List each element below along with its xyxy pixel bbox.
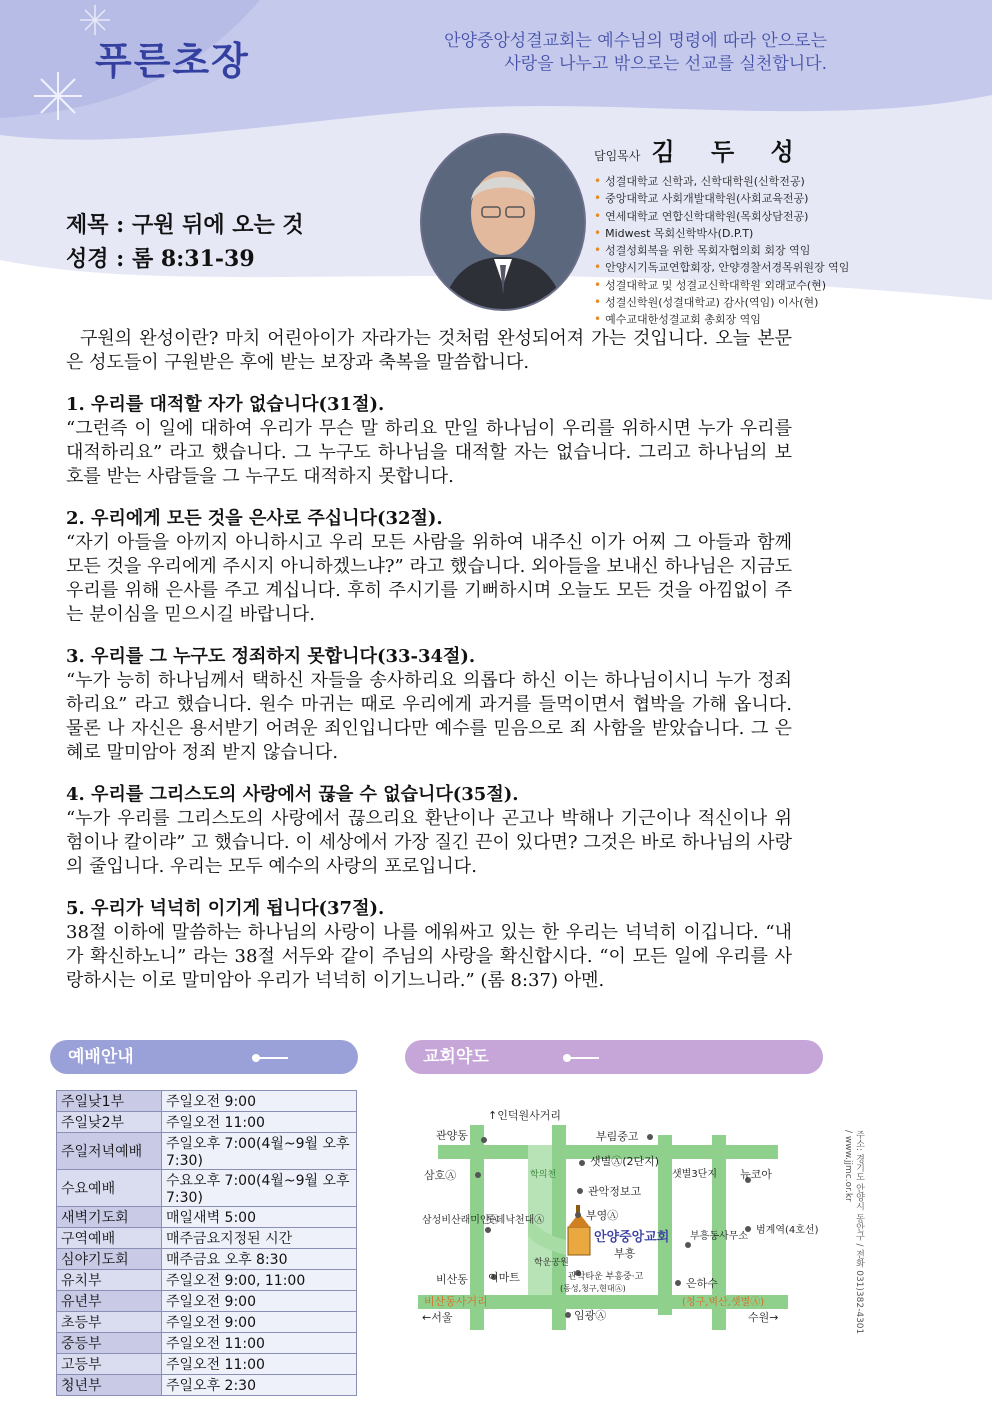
snowflake-icon: [34, 72, 82, 120]
credential-item: • 중앙대학교 사회개발대학원(사회교육전공): [594, 190, 849, 207]
worship-service-time: 수요오후 7:00(4월~9월 오후7:30): [162, 1170, 357, 1207]
worship-row: [57, 1333, 357, 1354]
worship-service-time: 주일오후 7:00(4월~9월 오후7:30): [162, 1133, 357, 1170]
point-heading: 5. 우리가 넉넉히 이기게 됩니다(37절).: [66, 898, 385, 919]
brand-title: 푸른초장: [95, 39, 250, 83]
worship-service-time: 주일오전 11:00: [162, 1354, 357, 1375]
worship-row: [57, 1270, 357, 1291]
sermon-point: [66, 507, 792, 627]
map-label: 샛별Ⓐ(2단지): [590, 1155, 660, 1168]
worship-row: [57, 1228, 357, 1249]
map-label: ↑인덕원사거리: [488, 1109, 561, 1122]
church-location-map: [418, 1105, 828, 1335]
worship-row: [57, 1091, 357, 1112]
map-label: 삼성비산래미안Ⓐ: [422, 1215, 500, 1226]
sermon-point: [66, 393, 792, 489]
worship-row: [57, 1170, 357, 1207]
worship-service-name: 주일낮2부: [57, 1112, 162, 1133]
worship-service-time: 주일오전 9:00: [162, 1291, 357, 1312]
worship-row: [57, 1291, 357, 1312]
pastor-portrait-icon: [422, 135, 584, 309]
motto-line: 안양중앙성결교회는 예수님의 명령에 따라 안으로는: [444, 31, 827, 51]
map-label: 부영Ⓐ: [586, 1209, 619, 1222]
map-label: 부흥동사무소: [690, 1231, 748, 1242]
worship-service-name: 유년부: [57, 1291, 162, 1312]
map-label: 비산동: [436, 1273, 468, 1286]
sermon-scripture: 성경 : 롬 8:31-39: [66, 246, 255, 272]
map-section-title: [405, 1040, 823, 1074]
pastor-credentials: [594, 173, 849, 329]
worship-table-body: [57, 1091, 357, 1396]
map-label: 삼호Ⓐ: [424, 1169, 457, 1182]
point-text: “누가 능히 하나님께서 택하신 자들을 송사하리요 의롭다 하신 이는 하나님이시니 누가 정죄하리요” 라고 했습니다. 원수 마귀는 때로 우리에게 과거를 들먹이면서 협박을 가해 옵니다. 물론 나 자신은 용서받기 어려운 죄인입니다만 예수를 믿음으로 죄 사함을 받았습니다. 그 은혜로 말미암아 정죄 받지 않습니다.: [66, 670, 792, 763]
map-label: 관양동: [436, 1129, 468, 1142]
pastor-photo: [420, 133, 586, 311]
worship-service-name: 수요예배: [57, 1170, 162, 1207]
pastor-title: 담임목사: [594, 149, 641, 163]
worship-service-name: 새벽기도회: [57, 1207, 162, 1228]
map-label: 관악타운 부흥중·고: [568, 1272, 644, 1282]
map-label: (동성,청구,현대Ⓐ): [560, 1284, 626, 1293]
sermon-point: [66, 645, 792, 765]
worship-service-time: 주일오전 9:00, 11:00: [162, 1270, 357, 1291]
map-label: 학의천: [530, 1170, 557, 1180]
worship-row: [57, 1312, 357, 1333]
point-text: “자기 아들을 아끼지 아니하시고 우리 모든 사람을 위하여 내주신 이가 어찌 그 아들과 함께 모든 것을 우리에게 주시지 아니하겠느냐?” 라고 했습니다. 외아들을 보내신 하나님은 지금도 우리를 위해 은사를 주고 계십니다. 후히 주시기를 기뻐하시며 오늘도 모든 것을 아낌없이 주는 분이심을 믿으시길 바랍니다.: [66, 532, 792, 625]
divider-line: [256, 1057, 288, 1059]
worship-service-name: 중등부: [57, 1333, 162, 1354]
worship-service-name: 청년부: [57, 1375, 162, 1396]
map-label: 롯데낙천대Ⓐ: [486, 1215, 545, 1226]
map-label: 뉴코아: [740, 1168, 772, 1181]
worship-row: [57, 1112, 357, 1133]
map-label: 수원→: [748, 1311, 779, 1324]
credential-item: • 연세대학교 연합신학대학원(목회상담전공): [594, 208, 849, 225]
credential-item: • 예수교대한성결교회 총회장 역임: [594, 311, 849, 328]
worship-row: [57, 1354, 357, 1375]
point-text: 38절 이하에 말씀하는 하나님의 사랑이 나를 에워싸고 있는 한 우리는 넉넉히 이깁니다. “내가 확신하노니” 라는 38절 서두와 같이 주님의 사랑을 확신합시다. “이 모든 일에 우리를 사랑하시는 이로 말미암아 우리가 넉넉히 이기느니라.” (롬 8:37) 아멘.: [66, 922, 792, 991]
worship-service-name: 주일낮1부: [57, 1091, 162, 1112]
divider-line: [567, 1057, 599, 1059]
worship-service-time: 주일오전 11:00: [162, 1112, 357, 1133]
pastor-info: [594, 132, 849, 329]
credential-item: • Midwest 목회신학박사(D.P.T): [594, 225, 849, 242]
map-label: 부림중고: [596, 1130, 639, 1143]
map-label: 이마트: [488, 1271, 520, 1284]
map-label: 학운공원: [534, 1258, 569, 1268]
point-text: “그런즉 이 일에 대하여 우리가 무슨 말 하리요 만일 하나님이 우리를 위하시면 누가 우리를 대적하리요” 라고 했습니다. 그 누구도 하나님을 대적할 자는 없습니다. 그리고 하나님의 보호를 받는 사람들을 그 누구도 대적하지 못합니다.: [66, 418, 792, 487]
worship-title-label: 예배안내: [68, 1047, 134, 1067]
credential-item: • 성결대학교 및 성결교신학대학원 외래교수(현): [594, 277, 849, 294]
sermon-point: [66, 783, 792, 879]
map-label: 샛별3단지: [672, 1169, 718, 1180]
worship-service-time: 주일오전 9:00: [162, 1312, 357, 1333]
credential-item: • 성결대학교 신학과, 신학대학원(신학전공): [594, 173, 849, 190]
worship-row: [57, 1249, 357, 1270]
map-title-label: 교회약도: [423, 1047, 489, 1067]
worship-service-time: 매주금요지정된 시간: [162, 1228, 357, 1249]
map-label: 범계역(4호선): [756, 1225, 819, 1236]
map-label: (청구,벽산,샛별Ⓐ): [682, 1297, 765, 1308]
worship-section-title: [50, 1040, 358, 1074]
worship-service-name: 고등부: [57, 1354, 162, 1375]
point-heading: 4. 우리를 그리스도의 사랑에서 끊을 수 없습니다(35절).: [66, 784, 519, 805]
point-heading: 3. 우리를 그 누구도 정죄하지 못합니다(33-34절).: [66, 646, 476, 667]
sermon-body: [66, 327, 792, 993]
worship-service-name: 유치부: [57, 1270, 162, 1291]
worship-service-name: 심야기도회: [57, 1249, 162, 1270]
side-contact-text: 주소: 경기도 안양시 동안구 / 전화 031)382-4301 / www.jjmc.or.kr: [843, 1130, 864, 1335]
credential-item: • 안양시기독교연합회장, 안양경찰서경목위원장 역임: [594, 259, 849, 276]
worship-schedule-table: [56, 1090, 357, 1396]
map-label: 비산동사거리: [424, 1295, 488, 1308]
point-text: “누가 우리를 그리스도의 사랑에서 끊으리요 환난이나 곤고나 박해나 기근이나 적신이나 위험이나 칼이랴” 고 했습니다. 이 세상에서 가장 질긴 끈이 있다면? 그것은 바로 하나님의 사랑의 줄입니다. 우리는 모두 예수의 사랑의 포로입니다.: [66, 808, 792, 877]
map-label: 부흥: [614, 1247, 636, 1260]
worship-service-name: 초등부: [57, 1312, 162, 1333]
worship-service-time: 주일오전 11:00: [162, 1333, 357, 1354]
sermon-point: [66, 897, 792, 993]
credential-item: • 성결성회복을 위한 목회자협의회 회장 역임: [594, 242, 849, 259]
map-label: 관악정보고: [588, 1185, 642, 1198]
worship-service-time: 주일오후 2:30: [162, 1375, 357, 1396]
worship-service-name: 주일저녁예배: [57, 1133, 162, 1170]
point-heading: 2. 우리에게 모든 것을 은사로 주십니다(32절).: [66, 508, 443, 529]
map-label: ←서울: [422, 1311, 453, 1324]
worship-service-time: 매주금요 오후 8:30: [162, 1249, 357, 1270]
pastor-name: 김 두 성: [651, 137, 808, 166]
worship-row: [57, 1207, 357, 1228]
map-label-church: 안양중앙교회: [594, 1230, 670, 1245]
worship-row: [57, 1133, 357, 1170]
worship-service-name: 구역예배: [57, 1228, 162, 1249]
church-motto: [444, 30, 827, 76]
sermon-title: 제목 : 구원 뒤에 오는 것: [66, 212, 304, 238]
credential-item: • 성결신학원(성결대학교) 감사(역임) 이사(현): [594, 294, 849, 311]
map-label: 은하수: [686, 1277, 718, 1290]
point-heading: 1. 우리를 대적할 자가 없습니다(31절).: [66, 394, 385, 415]
map-label: 임광Ⓐ: [574, 1309, 607, 1322]
worship-service-time: 주일오전 9:00: [162, 1091, 357, 1112]
sermon-meta: [66, 208, 304, 276]
worship-row: [57, 1375, 357, 1396]
motto-line: 사랑을 나누고 밖으로는 선교를 실천합니다.: [504, 54, 827, 74]
sermon-intro: 구원의 완성이란? 마치 어린아이가 자라가는 것처럼 완성되어져 가는 것입니다. 오늘 본문은 성도들이 구원받은 후에 받는 보장과 축복을 말씀합니다.: [66, 328, 792, 373]
worship-service-time: 매일새벽 5:00: [162, 1207, 357, 1228]
